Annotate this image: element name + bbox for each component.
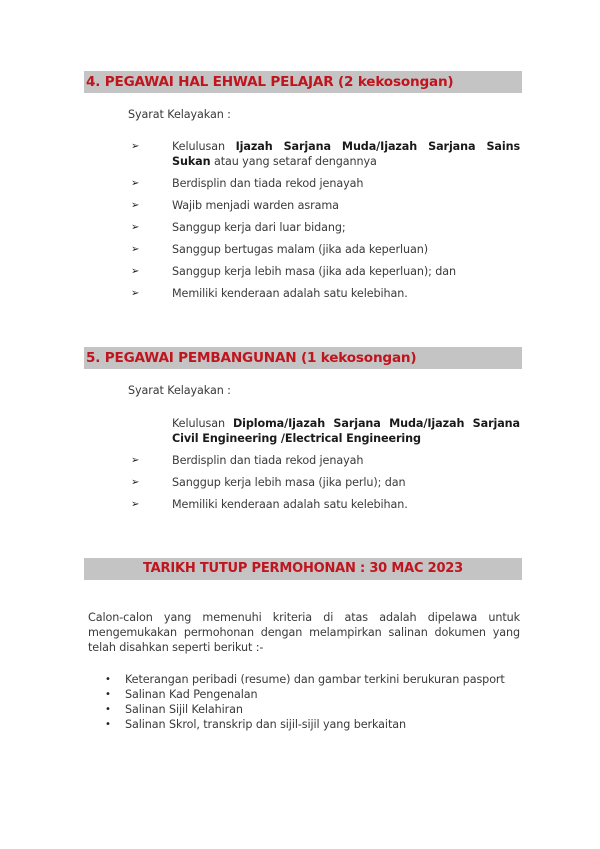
requirement-item: ➢ Kelulusan Ijazah Sarjana Muda/Ijazah Sarjana Sains Sukan atau yang setaraf dengannya <box>131 140 521 168</box>
section-4-requirements <box>128 139 520 301</box>
requirement-item: ➢ Sanggup kerja lebih masa (jika ada keperluan); dan <box>131 265 456 278</box>
requirement-item: Kelulusan Diploma/Ijazah Sarjana Muda/Ijazah Sarjana Civil Engineering /Electrical Engineering <box>172 417 520 445</box>
arrow-bullet-icon: ➢ <box>131 222 140 233</box>
bullet-dot-icon: • <box>105 689 111 700</box>
bullet-dot-icon: • <box>105 704 111 715</box>
arrow-bullet-icon: ➢ <box>131 288 140 299</box>
requirement-item: ➢ Wajib menjadi warden asrama <box>131 199 339 212</box>
deadline-heading: TARIKH TUTUP PERMOHONAN : 30 MAC 2023 <box>84 558 522 580</box>
arrow-bullet-icon: ➢ <box>131 200 140 211</box>
instructions-paragraph: Calon-calon yang memenuhi kriteria di atas adalah dipelawa untuk mengemukakan permohonan dengan melampirkan salinan dokumen yang telah disahkan seperti berikut :- <box>88 611 520 654</box>
section-5-subheading: Syarat Kelayakan : <box>128 384 231 397</box>
requirement-item: ➢ Sanggup kerja dari luar bidang; <box>131 221 346 234</box>
requirement-item: ➢ Memiliki kenderaan adalah satu kelebihan. <box>131 287 408 300</box>
requirement-item: ➢ Sanggup kerja lebih masa (jika perlu); dan <box>131 476 406 489</box>
arrow-bullet-icon: ➢ <box>131 178 140 189</box>
bullet-dot-icon: • <box>105 674 111 685</box>
arrow-bullet-icon: ➢ <box>131 477 140 488</box>
arrow-bullet-icon: ➢ <box>131 499 140 510</box>
document-item: • Keterangan peribadi (resume) dan gambar terkini berukuran pasport <box>105 673 505 686</box>
requirement-item: ➢ Memiliki kenderaan adalah satu kelebihan. <box>131 498 408 511</box>
arrow-bullet-icon: ➢ <box>131 244 140 255</box>
requirement-item: ➢ Sanggup bertugas malam (jika ada keperluan) <box>131 243 428 256</box>
arrow-bullet-icon: ➢ <box>131 266 140 277</box>
section-4-heading: 4. PEGAWAI HAL EHWAL PELAJAR (2 kekosongan) <box>84 71 522 93</box>
document-item: • Salinan Skrol, transkrip dan sijil-sijil yang berkaitan <box>105 718 406 731</box>
bullet-dot-icon: • <box>105 719 111 730</box>
required-documents-list <box>100 672 520 732</box>
arrow-bullet-icon: ➢ <box>131 455 140 466</box>
requirement-bold: Diploma/Ijazah Sarjana Muda/Ijazah Sarjana Civil Engineering /Electrical Engineering <box>172 417 520 445</box>
document-item: • Salinan Kad Pengenalan <box>105 688 258 701</box>
document-item: • Salinan Sijil Kelahiran <box>105 703 243 716</box>
requirement-item: ➢ Berdisplin dan tiada rekod jenayah <box>131 177 364 190</box>
requirement-bold: Ijazah Sarjana Muda/Ijazah Sarjana Sains Sukan <box>172 140 521 168</box>
arrow-bullet-icon: ➢ <box>131 141 140 152</box>
section-5-heading: 5. PEGAWAI PEMBANGUNAN (1 kekosongan) <box>84 347 522 369</box>
requirement-item: ➢ Berdisplin dan tiada rekod jenayah <box>131 454 364 467</box>
section-4-subheading: Syarat Kelayakan : <box>128 108 231 121</box>
section-5-requirements <box>128 416 520 512</box>
